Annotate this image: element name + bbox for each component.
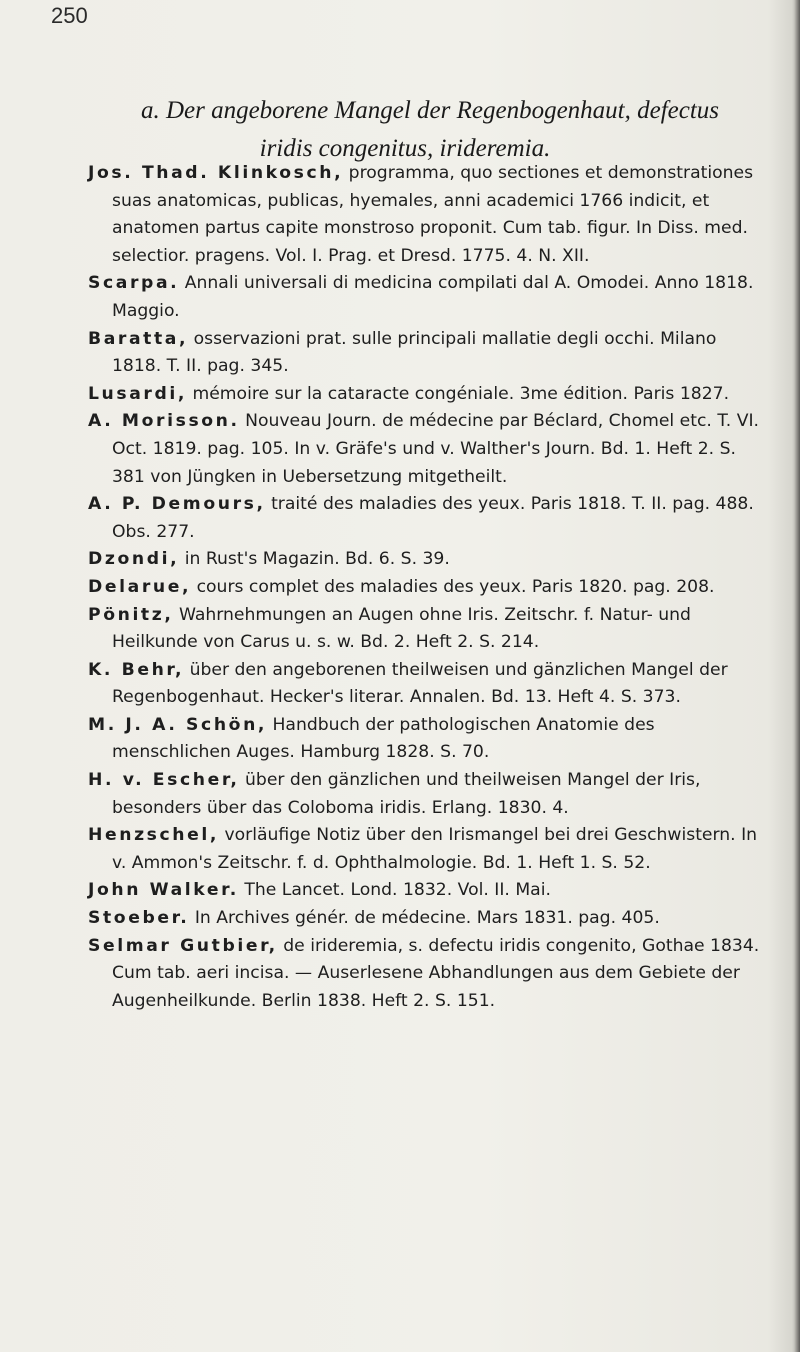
reference-author: Selmar Gutbier,	[88, 935, 278, 956]
reference-text: osservazioni prat. sulle principali mallatie degli occhi. Milano 1818. T. II. pag. 345.	[112, 328, 717, 377]
reference-author: Lusardi,	[88, 383, 188, 404]
reference-entry	[88, 602, 768, 657]
reference-author: M. J. A. Schön,	[88, 714, 268, 735]
page-edge	[794, 0, 800, 1352]
reference-text: cours complet des maladies des yeux. Paris 1820. pag. 208.	[191, 576, 715, 597]
reference-text: Handbuch der pathologischen Anatomie des menschlichen Auges. Hamburg 1828. S. 70.	[112, 714, 655, 763]
reference-author: A. P. Demours,	[88, 494, 266, 515]
reference-entry	[88, 160, 768, 270]
reference-entry	[88, 905, 768, 933]
reference-text: traité des maladies des yeux. Paris 1818. T. II. pag. 488. Obs. 277.	[112, 494, 754, 542]
reference-text: In Archives génér. de médecine. Mars 1831. pag. 405.	[189, 908, 660, 929]
reference-author: Pönitz,	[88, 604, 174, 625]
reference-author: Jos. Thad. Klinkosch,	[88, 163, 344, 183]
reference-entry	[88, 822, 768, 877]
reference-entry	[88, 574, 768, 602]
reference-text: The Lancet. Lond. 1832. Vol. II. Mai.	[238, 880, 551, 901]
reference-entry	[88, 767, 768, 822]
reference-author: K. Behr,	[88, 659, 185, 680]
reference-author: John Walker.	[88, 880, 239, 901]
reference-entry	[88, 270, 768, 325]
reference-entry	[88, 546, 768, 574]
reference-text: über den gänzlichen und theilweisen Mangel der Iris, besonders über das Coloboma iridis. Erlang. 1830. 4.	[112, 770, 701, 818]
reference-author: Scarpa.	[88, 273, 180, 294]
section-heading-line-1: a. Der angeborene Mangel der Regenbogenhaut, defectus	[140, 97, 720, 124]
reference-entry	[88, 326, 768, 381]
reference-entry	[88, 712, 768, 767]
reference-text: Nouveau Journ. de médecine par Béclard, Chomel etc. T. VI. Oct. 1819. pag. 105. In v. Gräfe's und v. Walther's Journ. Bd. 1. Heft 2. S. 381 von Jüngken in Uebersetzung mitgetheilt.	[112, 411, 760, 487]
reference-author: Dzondi,	[88, 549, 180, 570]
reference-author: Baratta,	[88, 328, 189, 349]
reference-entry	[88, 657, 768, 712]
reference-list	[88, 160, 768, 1015]
reference-author: A. Morisson.	[88, 411, 240, 432]
reference-text: de irideremia, s. defectu iridis congenito, Gothae 1834. Cum tab. aeri incisa. — Auserlesene Abhandlungen aus dem Gebiete der Augenheilkunde. Berlin 1838. Heft 2. S. 151.	[112, 935, 760, 1011]
reference-text: mémoire sur la cataracte congéniale. 3me édition. Paris 1827.	[187, 383, 730, 404]
page-number: 250	[51, 3, 88, 28]
section-heading-line-2: iridis congenitus, irideremia.	[259, 135, 551, 162]
reference-text: programma, quo sectiones et demonstrationes suas anatomicas, publicas, hyemales, anni academici 1766 indicit, et anatomen partus capite monstroso proponit. Cum tab. figur. In Diss. med. selectior. pragens. Vol. I. Prag. et Dresd. 1775. 4. N. XII.	[112, 163, 754, 266]
reference-entry	[88, 491, 768, 546]
reference-author: Henzschel,	[88, 825, 220, 846]
reference-entry	[88, 381, 768, 409]
section-heading	[0, 92, 800, 168]
reference-entry	[88, 408, 768, 491]
reference-text: vorläufige Notiz über den Irismangel bei drei Geschwistern. In v. Ammon's Zeitschr. f. d. Ophthalmologie. Bd. 1. Heft 1. S. 52.	[112, 825, 758, 873]
reference-author: Stoeber.	[88, 908, 190, 929]
reference-entry	[88, 933, 768, 1016]
reference-text: Annali universali di medicina compilati dal A. Omodei. Anno 1818. Maggio.	[112, 273, 754, 321]
reference-text: über den angeborenen theilweisen und gänzlichen Mangel der Regenbogenhaut. Hecker's literar. Annalen. Bd. 13. Heft 4. S. 373.	[112, 659, 728, 708]
reference-entry	[88, 877, 768, 905]
reference-author: H. v. Escher,	[88, 770, 240, 791]
reference-text: in Rust's Magazin. Bd. 6. S. 39.	[179, 549, 450, 570]
reference-author: Delarue,	[88, 576, 192, 597]
reference-text: Wahrnehmungen an Augen ohne Iris. Zeitschr. f. Natur- und Heilkunde von Carus u. s. w. Bd. 2. Heft 2. S. 214.	[112, 604, 691, 653]
